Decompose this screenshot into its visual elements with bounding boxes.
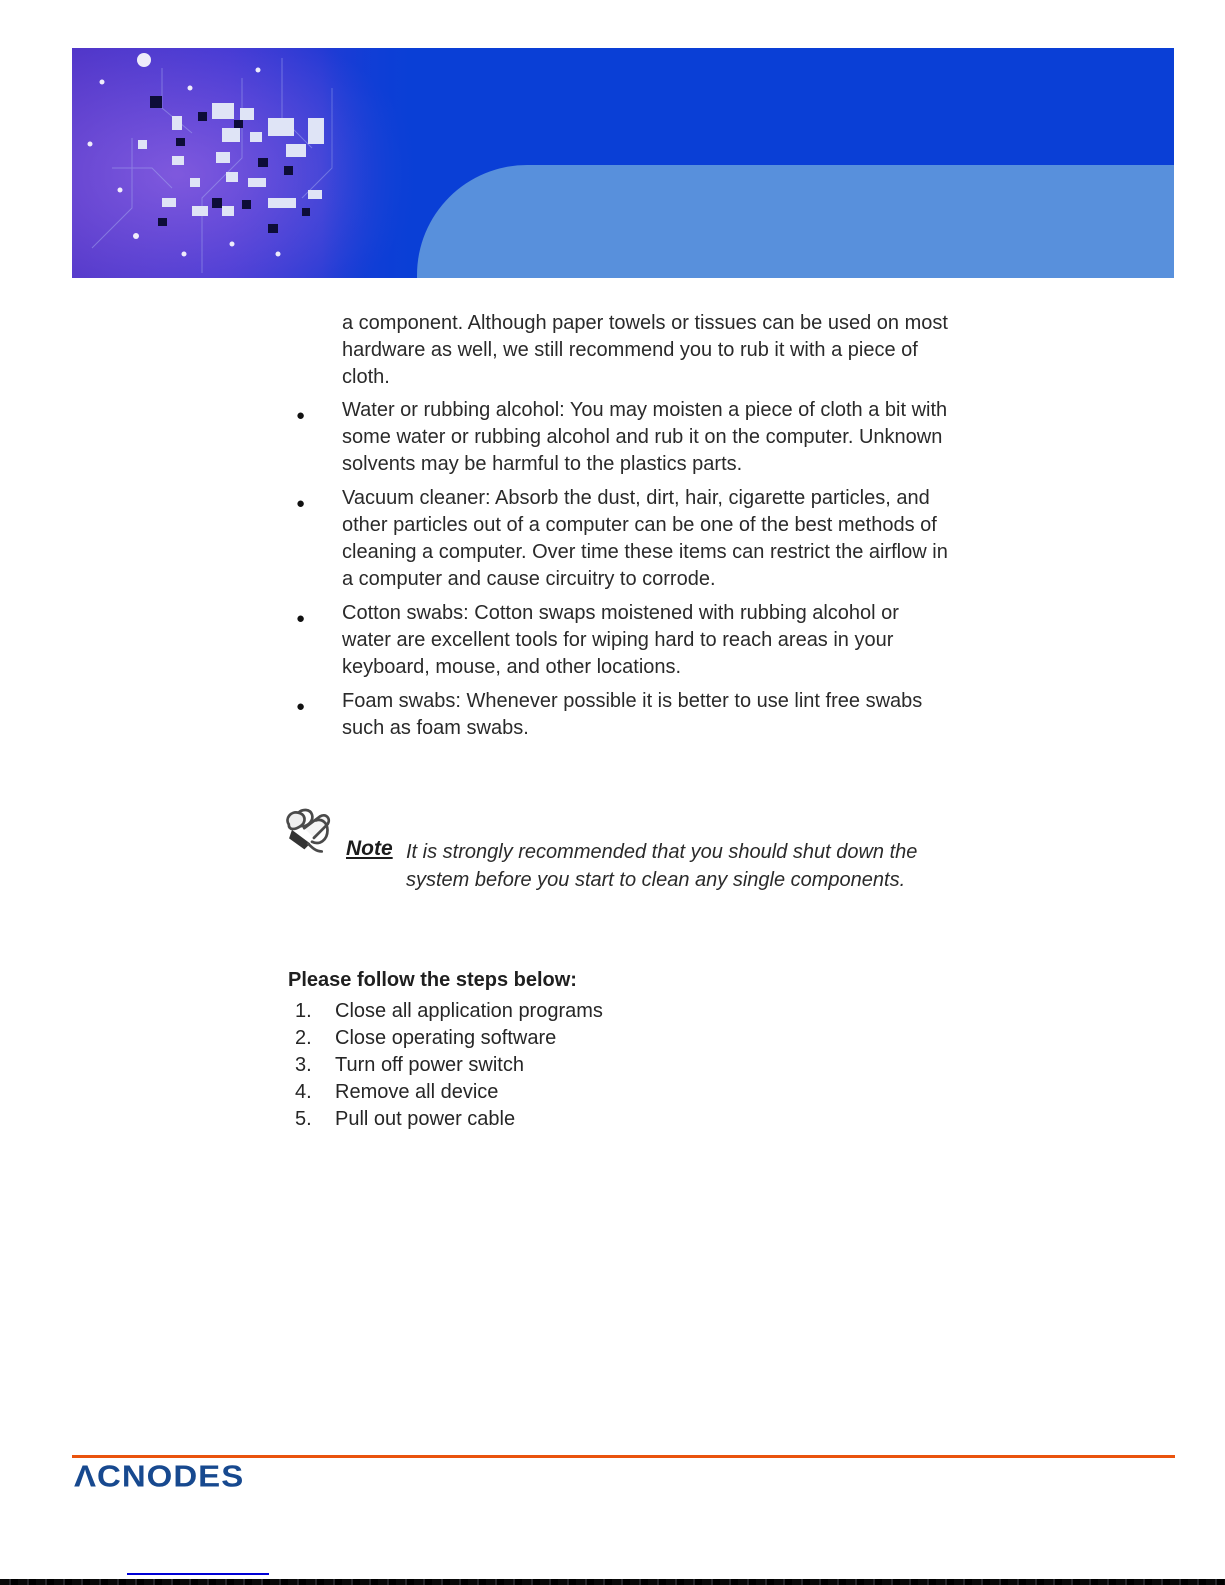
step-number: 2. (295, 1027, 312, 1049)
step-text: Remove all device (335, 1081, 499, 1103)
step-item (288, 1079, 928, 1106)
step-item (288, 998, 928, 1025)
step-number: 3. (295, 1054, 312, 1076)
bullet-icon: ● (296, 698, 306, 715)
step-text: Close all application programs (335, 1000, 603, 1022)
body-text-column (288, 310, 948, 749)
footer-link-underline[interactable] (127, 1573, 269, 1575)
steps-heading: Please follow the steps below: (288, 969, 577, 991)
logo-lambda-mark: Λ (74, 1459, 98, 1494)
intro-paragraph: a component. Although paper towels or tissues can be used on most hardware as well, we still recommend you to rub it with a piece of cloth. (342, 312, 948, 388)
header-banner (72, 48, 1174, 278)
list-item-text: Foam swabs: Whenever possible it is better to use lint free swabs such as foam swabs. (342, 690, 923, 739)
header-rounded-panel (417, 165, 1174, 278)
step-item (288, 1052, 928, 1079)
step-text: Close operating software (335, 1027, 557, 1049)
list-item (288, 688, 948, 742)
bullet-icon: ● (296, 610, 306, 627)
step-text: Turn off power switch (335, 1054, 524, 1076)
step-number: 1. (295, 1000, 312, 1022)
logo-wordmark: CNODES (97, 1459, 245, 1494)
page-bottom-bar (0, 1579, 1225, 1585)
steps-list (288, 998, 928, 1133)
note-text: It is strongly recommended that you should shut down the system before you start to clean any single components. (406, 841, 918, 891)
acnodes-logo (74, 1459, 244, 1494)
list-item-text: Vacuum cleaner: Absorb the dust, dirt, hair, cigarette particles, and other particles out of a computer can be one of the best methods of cleaning a computer. Over time these items can restrict the airflow in a computer and cause circuitry to corrode. (342, 487, 948, 590)
list-item-text: Cotton swabs: Cotton swaps moistened with rubbing alcohol or water are excellent tools for wiping hard to reach areas in your keyboard, mouse, and other locations. (342, 602, 899, 678)
step-item (288, 1025, 928, 1052)
writing-hand-icon (281, 804, 343, 864)
note-label: Note (346, 837, 393, 860)
cleaning-tools-list (288, 397, 948, 742)
footer-orange-rule (72, 1455, 1175, 1458)
list-item-text: Water or rubbing alcohol: You may moisten a piece of cloth a bit with some water or rubbing alcohol and rub it on the computer. Unknown solvents may be harmful to the plastics parts. (342, 399, 948, 475)
bullet-icon: ● (296, 495, 306, 512)
step-number: 4. (295, 1081, 312, 1103)
list-item (288, 397, 948, 478)
list-item (288, 485, 948, 593)
step-item (288, 1106, 928, 1133)
step-number: 5. (295, 1108, 312, 1130)
step-text: Pull out power cable (335, 1108, 516, 1130)
list-item (288, 600, 948, 681)
circuit-board-image (72, 48, 422, 278)
bullet-icon: ● (296, 407, 306, 424)
